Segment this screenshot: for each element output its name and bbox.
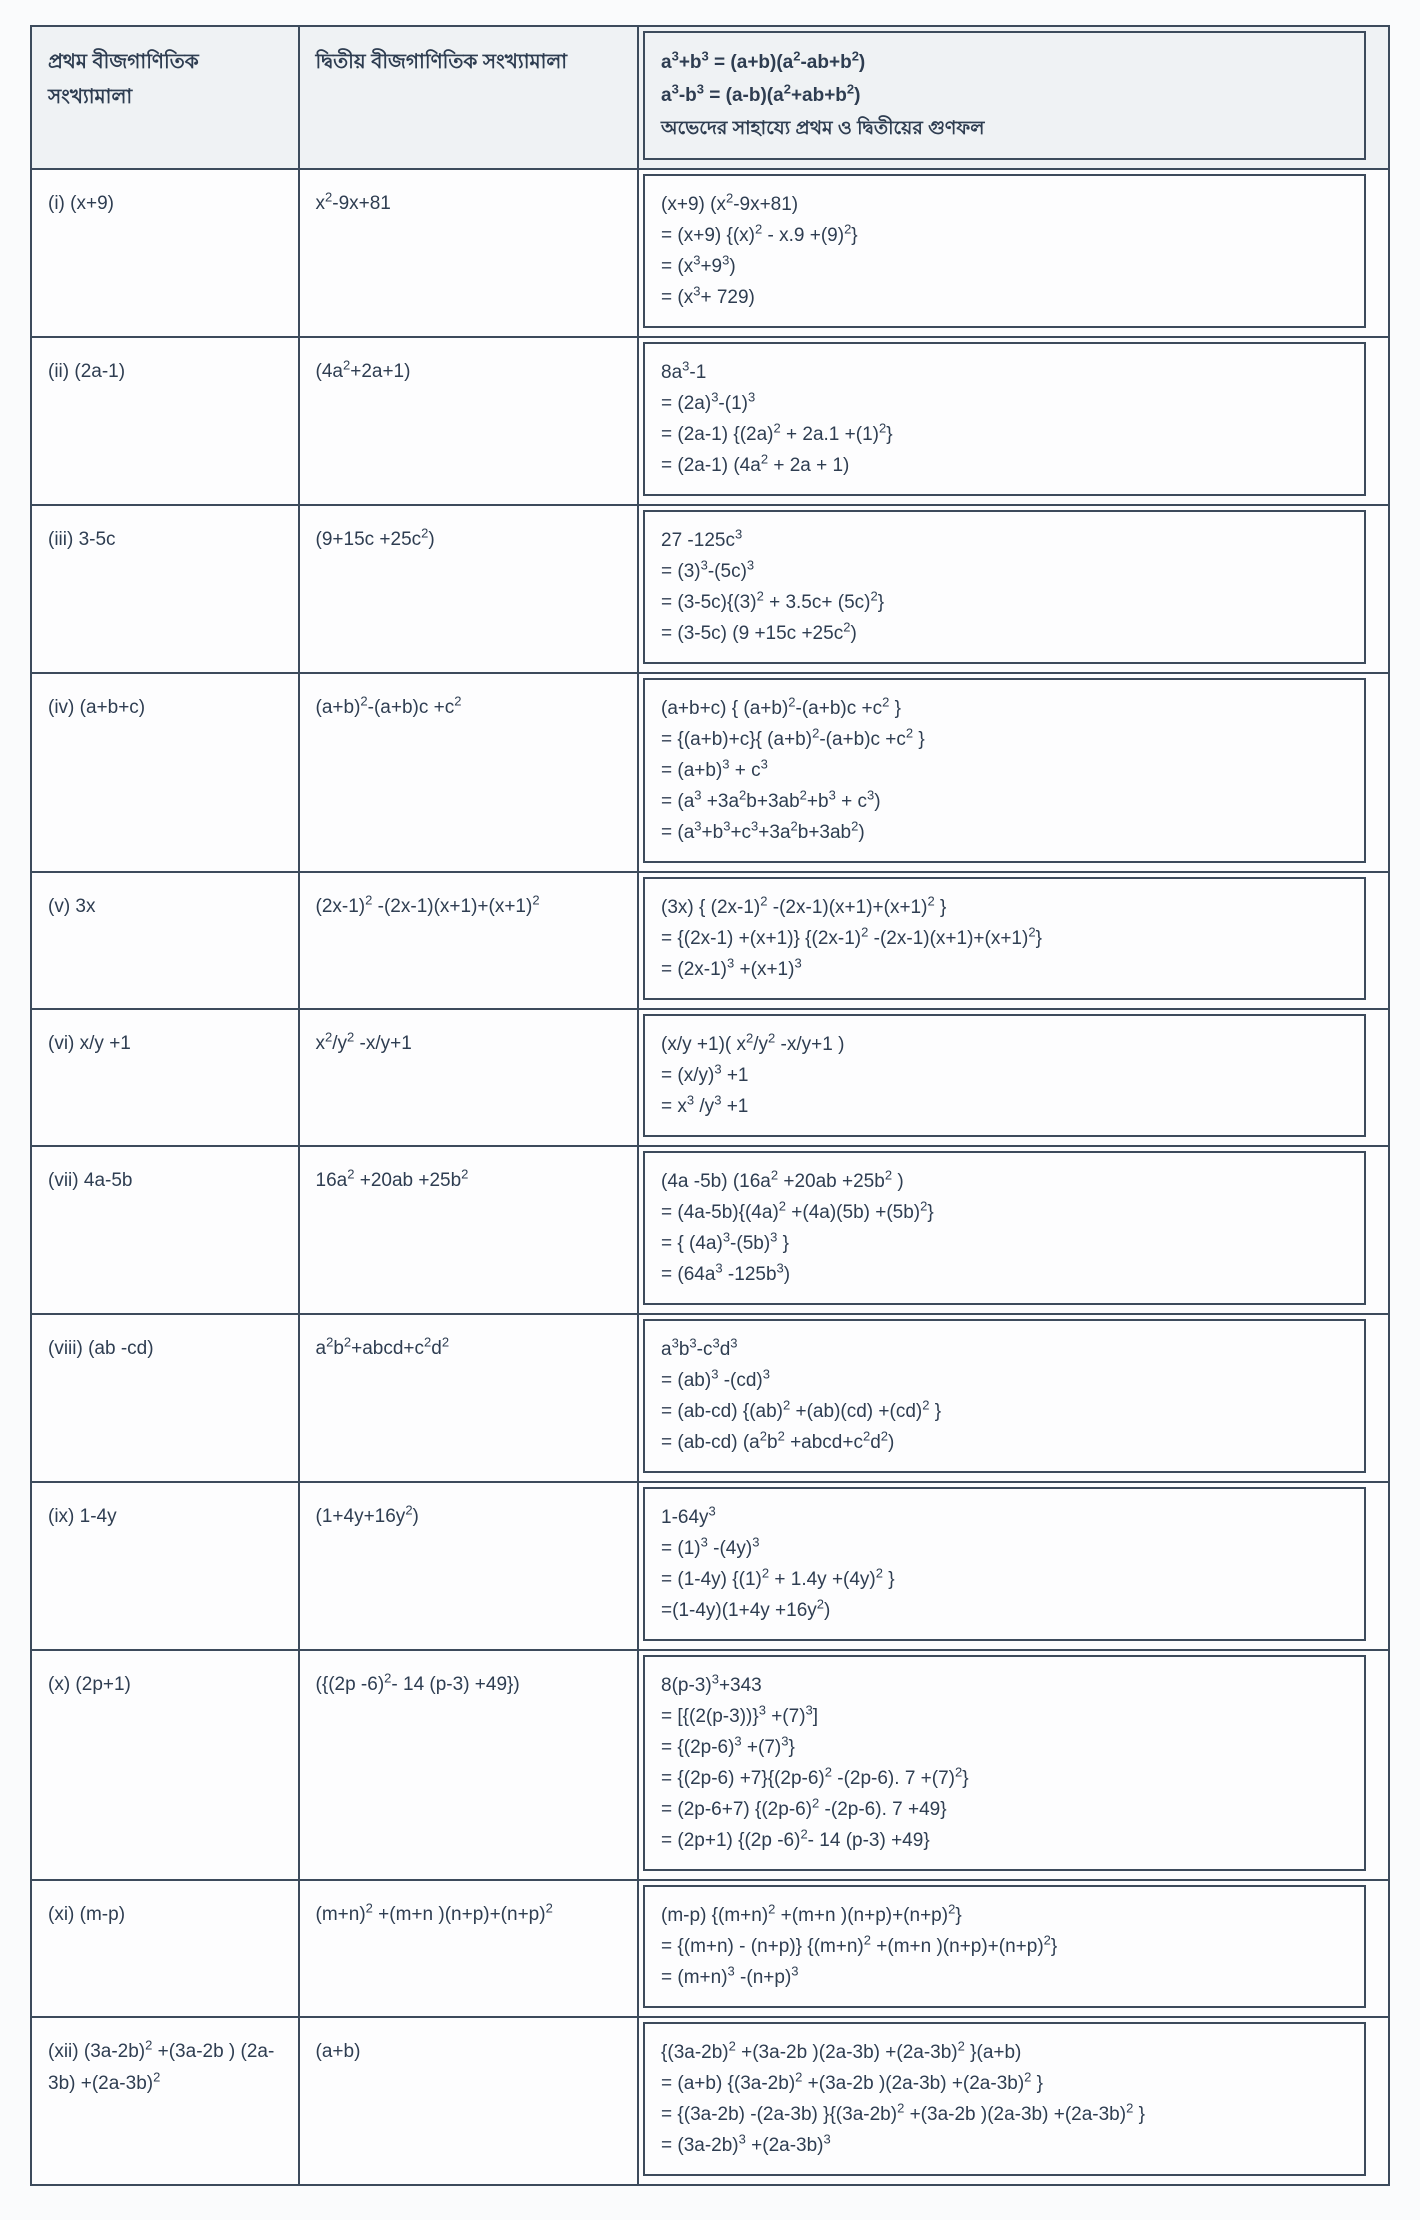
product-box <box>643 2022 1366 2176</box>
second-expression: $x^2-9x+81$ <box>315 189 391 214</box>
table-row <box>31 1650 1389 1880</box>
product-cell <box>638 169 1389 337</box>
second-expression: $(1+4y+16y^2)$ <box>315 1502 419 1527</box>
product-step-line: = (ab-cd) ($a^2b^2$ $+abcd+c^2d^2$) <box>661 1428 895 1453</box>
product-cell <box>638 1482 1389 1650</box>
product-step-line: {$(3a-2b)^2 +(3a-2b$ )$(2a-3b) +(2a-3b)^2$ }(a+b) <box>661 2038 1022 2063</box>
header-second-label: দ্বিতীয় বীজগাণিতিক সংখ্যামালা <box>315 51 568 73</box>
second-expression-cell <box>299 1314 639 1482</box>
first-expression: (i) (x+9) <box>48 193 114 214</box>
first-expression: (x) (2p+1) <box>48 1674 131 1695</box>
product-cell <box>638 2017 1389 2185</box>
product-step-line: = (1-4y) {$(1)^2 + 1.4y +(4y)^2$ } <box>661 1565 895 1590</box>
second-expression: $a^2b^2+abcd+c^2d^2$ <box>315 1334 450 1359</box>
product-step-line: = (a+b) {$(3a-2b)^2 +(3a-2b$ )$(2a-3b) +(2a-3b)^2$ } <box>661 2069 1044 2094</box>
product-step-line: = { $(4a)^3-(5b)^3$ } <box>661 1229 790 1254</box>
product-step-line: = $(3-5c)\{(3)^2 + 3.5c+ (5c)^2\}$ <box>661 588 885 613</box>
product-cell <box>638 337 1389 505</box>
product-step-line: $=(1-4y)(1+4y +16y^2)$ <box>661 1596 831 1621</box>
first-expression-cell <box>31 169 299 337</box>
first-expression: (vi) x/y +1 <box>48 1033 131 1054</box>
header-product-box <box>643 31 1366 160</box>
product-step-line: = $(x^3+ 729)$ <box>661 283 755 308</box>
product-box <box>643 1014 1366 1137</box>
product-step-line: = (2a-1) $(4a^2 + 2a + 1)$ <box>661 451 850 476</box>
product-step-line: = $(3a-2b)^3 +(2a-3b)^3$ <box>661 2131 831 2156</box>
second-expression-cell <box>299 1482 639 1650</box>
product-step-line: = $(m+n)^3$ $-(n+p)^3$ <box>661 1963 799 1988</box>
first-expression-cell <box>31 1880 299 2017</box>
second-expression-cell <box>299 872 639 1009</box>
table-row <box>31 673 1389 872</box>
first-expression-cell <box>31 872 299 1009</box>
table-row <box>31 337 1389 505</box>
product-step-line: $a^3b^3-c^3d^3$ <box>661 1335 738 1360</box>
second-expression-cell <box>299 1009 639 1146</box>
first-expression-cell <box>31 1650 299 1880</box>
first-expression: (xi) (m-p) <box>48 1904 126 1925</box>
product-box <box>643 342 1366 496</box>
product-step-line: (x+9) $(x^2-9x+81)$ <box>661 190 799 215</box>
product-box <box>643 510 1366 664</box>
second-expression-cell <box>299 169 639 337</box>
product-step-line: = $(2x-1)^3 +(x+1)^3$ <box>661 955 802 980</box>
table-row <box>31 1146 1389 1314</box>
product-step-line: = $(3)^3-(5c)^3$ <box>661 557 755 582</box>
product-cell <box>638 1009 1389 1146</box>
second-expression: (a+b) <box>315 2041 361 2062</box>
product-step-line: (x/y +1)( $x^2/y^2$ -x/y+1 ) <box>661 1030 845 1055</box>
product-box <box>643 1655 1366 1871</box>
product-step-line: = (ab-cd) {(ab)$^2$ +(ab)(cd) +(cd)$^2$ } <box>661 1397 942 1422</box>
product-step-line: = $\{(2p-6)^3 +(7)^3\}$ <box>661 1733 795 1758</box>
product-cell <box>638 1146 1389 1314</box>
product-step-line: = $(x/y)^3 +1$ <box>661 1061 749 1086</box>
product-box <box>643 678 1366 863</box>
product-step-line: = $(4a-5b)\{(4a)^2 +(4a)(5b) +(5b)^2\}$ <box>661 1198 934 1223</box>
product-step-line: 27 $-125c^3$ <box>661 526 743 551</box>
first-expression: (ix) 1-4y <box>48 1506 117 1527</box>
product-box <box>643 1885 1366 2008</box>
first-expression-cell <box>31 337 299 505</box>
table-row <box>31 1482 1389 1650</box>
header-product-line: অভেদের সাহায্যে প্রথম ও দ্বিতীয়ের গুণফল <box>661 118 985 139</box>
first-expression-cell <box>31 2017 299 2185</box>
product-step-line: = (2p-6+7) {$(2p-6)^2$ -(2p-6). 7 +49} <box>661 1795 947 1820</box>
product-step-line: = {(a+b)+c}{ $(a+b)^2-(a+b)c +c^2$ } <box>661 725 925 750</box>
product-step-line: (a+b+c) { $(a+b)^2-(a+b)c +c^2$ } <box>661 694 901 719</box>
second-expression: $(9+15c +25c^2)$ <box>315 525 435 550</box>
product-box <box>643 1151 1366 1305</box>
table-body <box>31 169 1389 2185</box>
product-step-line: = $\{(2p-6) +7\}\{(2p-6)^2$ -(2p-6). $7 +(7)^2$} <box>661 1764 969 1789</box>
second-expression: $(m+n)^2 +(m+n$ )$(n+p)+(n+p)^2$ <box>315 1900 553 1925</box>
first-expression-cell <box>31 1009 299 1146</box>
header-product <box>638 26 1389 169</box>
table-row <box>31 1314 1389 1482</box>
product-step-line: = $(2a)^3-(1)^3$ <box>661 389 756 414</box>
first-expression: (viii) (ab -cd) <box>48 1338 154 1359</box>
second-expression: $x^2/y^2$ -x/y+1 <box>315 1029 412 1054</box>
second-expression-cell <box>299 673 639 872</box>
second-expression: ({(2p -6)$^2$- 14 (p-3) +49}) <box>315 1670 520 1695</box>
second-expression-cell <box>299 2017 639 2185</box>
product-step-line: = {(m+n) - (n+p)} {$(m+n)^2 +(m+n$ )$(n+p)+(n+p)^2$} <box>661 1932 1058 1957</box>
product-step-line: = $(a+b)^3 + c^3$ <box>661 756 768 781</box>
header-first-label: প্রথম বীজগাণিতিক সংখ্যামালা <box>48 51 199 108</box>
product-step-line: $8(p-3)^3+343$ <box>661 1671 762 1696</box>
second-expression: $(2x-1)^2$ $-(2x-1)(x+1)+(x+1)^2$ <box>315 892 540 917</box>
header-first-expression <box>31 26 299 169</box>
product-step-line: $1-64y^3$ <box>661 1503 716 1528</box>
product-step-line: (m-p) {$(m+n)^2 +(m+n$ )$(n+p)+(n+p)^2$} <box>661 1901 962 1926</box>
product-step-line: = $(1)^3$ $-(4y)^3$ <box>661 1534 760 1559</box>
first-expression: (ii) (2a-1) <box>48 361 126 382</box>
product-step-line: = {(3a-2b) -(2a-3b) }{$(3a-2b)^2 +(3a-2b$ )$(2a-3b) +(2a-3b)^2$ } <box>661 2100 1145 2125</box>
product-step-line: (3x) { $(2x-1)^2$ $-(2x-1)(x+1)+(x+1)^2$ } <box>661 893 947 918</box>
second-expression: $(4a^2+2a+1)$ <box>315 357 411 382</box>
table-row <box>31 1880 1389 2017</box>
first-expression-cell <box>31 505 299 673</box>
product-step-line: $8a^3-1$ <box>661 358 707 383</box>
product-step-line: = (x+9) $\{(x)^2 - x.9 +(9)^2\}$ <box>661 221 858 246</box>
table-row <box>31 2017 1389 2185</box>
product-box <box>643 174 1366 328</box>
first-expression-cell <box>31 1146 299 1314</box>
product-cell <box>638 1650 1389 1880</box>
table-row <box>31 1009 1389 1146</box>
product-cell <box>638 872 1389 1009</box>
second-expression-cell <box>299 505 639 673</box>
first-expression-cell <box>31 1482 299 1650</box>
product-box <box>643 877 1366 1000</box>
first-expression: (iv) (a+b+c) <box>48 697 146 718</box>
product-cell <box>638 1880 1389 2017</box>
second-expression: $16a^2 +20ab +25b^2$ <box>315 1166 469 1191</box>
first-expression: (vii) 4a-5b <box>48 1170 133 1191</box>
product-step-line: (4a -5b) ($16a^2 +20ab +25b^2$ ) <box>661 1167 904 1192</box>
header-product-line: $a^3+b^3 = (a+b)(a^2-ab+b^2)$ <box>661 48 866 73</box>
header-row <box>31 26 1389 169</box>
table-row <box>31 505 1389 673</box>
table-header <box>31 26 1389 169</box>
product-box <box>643 1487 1366 1641</box>
product-step-line: = (2a-1) $\{(2a)^2 + 2a.1 +(1)^2\}$ <box>661 420 893 445</box>
product-step-line: = $[\{(2(p-3))\}^3 +(7)^3]$ <box>661 1702 819 1727</box>
product-step-line: = (3-5c) $(9 +15c +25c^2)$ <box>661 619 857 644</box>
table-row <box>31 169 1389 337</box>
product-step-line: = $(a^3+b^3+c^3+3a^2b+3ab^2)$ <box>661 818 865 843</box>
first-expression-cell <box>31 673 299 872</box>
product-step-line: = $(x^3+9^3)$ <box>661 252 736 277</box>
second-expression-cell <box>299 1146 639 1314</box>
product-step-line: = ($64a^3$ $-125b^3$) <box>661 1260 791 1285</box>
first-expression: (iii) 3-5c <box>48 529 116 550</box>
product-step-line: = {(2x-1) +(x+1)} {$(2x-1)^2$ $-(2x-1)(x+1)+(x+1)^2$} <box>661 924 1042 949</box>
product-step-line: = (ab)$^3$ -(cd)$^3$ <box>661 1366 770 1391</box>
product-cell <box>638 673 1389 872</box>
product-box <box>643 1319 1366 1473</box>
first-expression: (xii) $(3a-2b)^2 +(3a-2b$ ) $(2a-3b) +(2a-3b)^2$ <box>48 2037 275 2095</box>
second-expression-cell <box>299 337 639 505</box>
second-expression: $(a+b)^2-(a+b)c +c^2$ <box>315 693 462 718</box>
first-expression-cell <box>31 1314 299 1482</box>
table-row <box>31 872 1389 1009</box>
product-cell <box>638 1314 1389 1482</box>
algebra-factorization-table <box>30 25 1390 2186</box>
product-cell <box>638 505 1389 673</box>
header-second-expression <box>299 26 639 169</box>
product-step-line: = $x^3$ $/y^3 +1$ <box>661 1092 749 1117</box>
first-expression: (v) 3x <box>48 896 96 917</box>
second-expression-cell <box>299 1880 639 2017</box>
product-step-line: = $(a^3 +3a^2b+3ab^2+b^3 + c^3)$ <box>661 787 881 812</box>
second-expression-cell <box>299 1650 639 1880</box>
product-step-line: = (2p+1) {(2p -6)$^2$- 14 (p-3) +49} <box>661 1826 930 1851</box>
header-product-line: $a^3-b^3 = (a-b)(a^2+ab+b^2)$ <box>661 81 861 106</box>
